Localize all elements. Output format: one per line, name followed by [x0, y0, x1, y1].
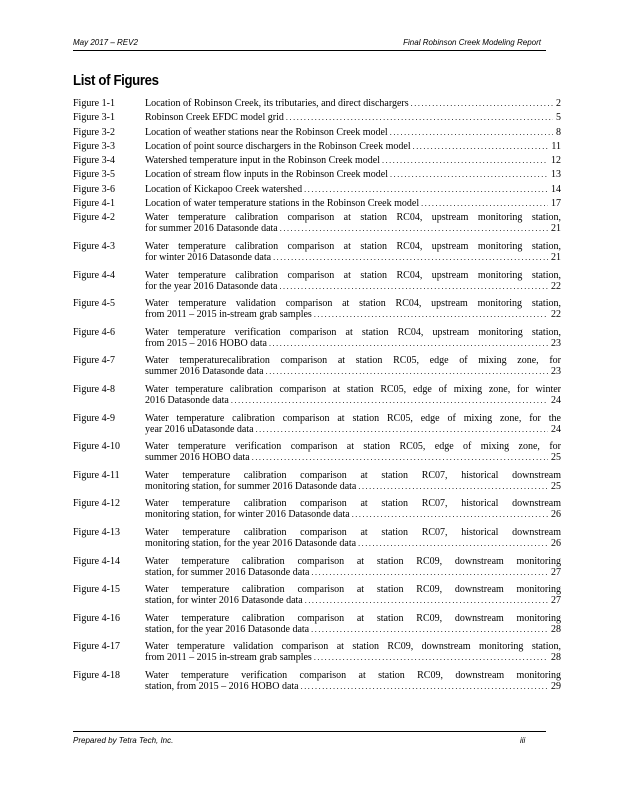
figure-caption-text: station, for winter 2016 Datasonde data: [145, 595, 303, 607]
figure-page-number: 14: [551, 183, 561, 195]
figure-caption: [145, 127, 561, 138]
figure-entry[interactable]: [73, 384, 563, 406]
figure-caption: [145, 413, 561, 435]
figure-caption-line1: Water temperature validation comparison at station RC04, upstream monitoring station,: [145, 298, 561, 310]
dot-leader: [421, 198, 548, 209]
figure-caption-leader: [145, 112, 561, 123]
figure-caption-line1: Water temperature calibration comparison at station RC04, upstream monitoring station,: [145, 240, 561, 252]
figure-number: Figure 4-1: [73, 198, 115, 210]
figure-page-number: 22: [551, 280, 561, 292]
figure-caption-text: station, for the year 2016 Datasonde data: [145, 623, 310, 635]
figure-entry[interactable]: [73, 327, 563, 349]
figure-caption: [145, 641, 561, 663]
dot-leader: [273, 252, 548, 263]
figure-caption: [145, 556, 561, 578]
figure-entry[interactable]: [73, 670, 563, 692]
figure-number: Figure 4-14: [73, 555, 120, 567]
figure-caption: [145, 670, 561, 692]
figure-page-number: 24: [551, 423, 561, 435]
figure-number: Figure 4-13: [73, 526, 120, 538]
dot-leader: [358, 538, 548, 549]
page-title: List of Figures: [73, 72, 159, 89]
figure-page-number: 12: [551, 155, 561, 167]
figure-caption-leader: [145, 198, 561, 209]
figure-number: Figure 4-8: [73, 383, 115, 395]
figure-page-number: 2: [556, 98, 561, 109]
figure-page-number: 8: [556, 126, 561, 138]
figure-caption-text: for the year 2016 Datasonde data: [145, 280, 278, 292]
figure-entry[interactable]: [73, 198, 563, 209]
figure-entry[interactable]: [73, 155, 563, 166]
figure-caption-leader: [145, 281, 561, 292]
figure-caption-line1: Water temperature calibration comparison at station RC09, downstream monitoring: [145, 612, 561, 624]
dot-leader: [390, 127, 553, 138]
figure-page-number: 11: [551, 140, 561, 152]
figure-page-number: 27: [551, 566, 561, 578]
dot-leader: [231, 395, 548, 406]
figure-caption-text: monitoring station, for summer 2016 Datasonde data: [145, 480, 357, 492]
figure-entry[interactable]: [73, 441, 563, 463]
figure-caption: [145, 212, 561, 234]
figure-caption-text: from 2015 – 2016 HOBO data: [145, 337, 267, 349]
figure-caption: [145, 613, 561, 635]
figure-page-number: 26: [551, 537, 561, 549]
figure-caption-line1: Water temperature validation comparison at station RC09, downstream monitoring station,: [145, 641, 561, 653]
figure-entry[interactable]: [73, 298, 563, 320]
figure-caption-leader: [145, 184, 561, 195]
figure-caption-line1: Water temperature calibration comparison at station RC04, upstream monitoring station,: [145, 212, 561, 224]
figure-caption-line1: Water temperature calibration comparison at station RC05, edge of mixing zone, for winter: [145, 383, 561, 395]
figure-page-number: 22: [551, 309, 561, 321]
figure-page-number: 24: [551, 394, 561, 406]
figure-caption-line1: Water temperature verification comparison at station RC09, downstream monitoring: [145, 669, 561, 681]
figure-caption-text: Location of weather stations near the Robinson Creek model: [145, 126, 388, 138]
figure-caption-leader: [145, 452, 561, 463]
figure-page-number: 21: [551, 223, 561, 235]
figure-caption-text: Location of point source dischargers in the Robinson Creek model: [145, 140, 411, 152]
figure-number: Figure 4-18: [73, 669, 120, 681]
figure-caption-leader: [145, 481, 561, 492]
figure-caption-text: Location of stream flow inputs in the Robinson Creek model: [145, 169, 389, 181]
figure-entry[interactable]: [73, 584, 563, 606]
dot-leader: [252, 452, 548, 463]
figure-page-number: 17: [551, 198, 561, 210]
figure-caption: [145, 527, 561, 549]
figure-caption-text: station, from 2015 – 2016 HOBO data: [145, 680, 299, 692]
figure-page-number: 23: [551, 337, 561, 349]
figure-page-number: 13: [551, 169, 561, 181]
figure-caption-leader: [145, 252, 561, 263]
figure-caption-leader: [145, 309, 561, 320]
figure-caption-leader: [145, 395, 561, 406]
list-of-figures: [73, 98, 563, 698]
figure-caption-text: Robinson Creek EFDC model grid: [145, 112, 284, 124]
figure-caption-text: from 2011 – 2015 in-stream grab samples: [145, 309, 312, 321]
figure-entry[interactable]: [73, 127, 563, 138]
figure-page-number: 27: [551, 595, 561, 607]
dot-leader: [411, 98, 553, 109]
figure-entry[interactable]: [73, 355, 563, 377]
figure-caption-leader: [145, 509, 561, 520]
dot-leader: [382, 155, 548, 166]
figure-caption-line1: Water temperature verification comparison at station RC04, upstream monitoring station,: [145, 326, 561, 338]
dot-leader: [314, 652, 548, 663]
figure-number: Figure 3-1: [73, 112, 115, 124]
figure-page-number: 26: [551, 509, 561, 521]
figure-caption-text: for summer 2016 Datasonde data: [145, 223, 278, 235]
figure-caption-text: Location of water temperature stations in the Robinson Creek model: [145, 198, 420, 210]
figure-caption: [145, 112, 561, 123]
figure-caption-text: Watershed temperature input in the Robinson Creek model: [145, 155, 380, 167]
figure-caption-leader: [145, 681, 561, 692]
dot-leader: [286, 112, 553, 123]
figure-number: Figure 4-11: [73, 469, 120, 481]
figure-caption: [145, 470, 561, 492]
figure-caption-leader: [145, 141, 561, 152]
figure-entry[interactable]: [73, 112, 563, 123]
dot-leader: [301, 681, 548, 692]
footer-divider: [73, 731, 546, 732]
figure-entry[interactable]: [73, 556, 563, 578]
dot-leader: [305, 595, 548, 606]
header-report-title: Final Robinson Creek Modeling Report: [403, 38, 541, 47]
figure-number: Figure 4-2: [73, 212, 115, 224]
dot-leader: [279, 281, 548, 292]
figure-entry[interactable]: [73, 413, 563, 435]
figure-number: Figure 4-3: [73, 240, 115, 252]
figure-caption: [145, 384, 561, 406]
figure-caption-line1: Water temperature calibration comparison at station RC07, historical downstream: [145, 526, 561, 538]
figure-number: Figure 4-4: [73, 269, 115, 281]
dot-leader: [280, 223, 548, 234]
figure-page-number: 25: [551, 480, 561, 492]
figure-page-number: 29: [551, 680, 561, 692]
figure-caption-text: 2016 Datasonde data: [145, 394, 229, 406]
dot-leader: [413, 141, 549, 152]
figure-number: Figure 4-7: [73, 355, 115, 367]
figure-page-number: 23: [551, 366, 561, 378]
figure-caption: [145, 355, 561, 377]
header-revision: May 2017 – REV2: [73, 38, 138, 47]
figure-number: Figure 4-10: [73, 441, 120, 453]
figure-number: Figure 4-16: [73, 612, 120, 624]
figure-entry[interactable]: [73, 98, 563, 109]
dot-leader: [352, 509, 548, 520]
dot-leader: [304, 184, 548, 195]
figure-caption-line1: Water temperaturecalibration comparison at station RC05, edge of mixing zone, for: [145, 355, 561, 367]
header-divider: [73, 50, 546, 51]
figure-caption: [145, 498, 561, 520]
figure-caption-text: Location of Kickapoo Creek watershed: [145, 183, 303, 195]
figure-number: Figure 1-1: [73, 98, 115, 109]
figure-number: Figure 4-5: [73, 298, 115, 310]
figure-caption: [145, 155, 561, 166]
figure-caption-line1: Water temperature calibration comparison at station RC09, downstream monitoring: [145, 584, 561, 596]
dot-leader: [311, 624, 548, 635]
dot-leader: [269, 338, 548, 349]
figure-caption-leader: [145, 169, 561, 180]
footer-prepared-by: Prepared by Tetra Tech, Inc.: [73, 736, 174, 745]
figure-entry[interactable]: [73, 498, 563, 520]
figure-caption-leader: [145, 424, 561, 435]
figure-caption-leader: [145, 127, 561, 138]
figure-number: Figure 4-9: [73, 412, 115, 424]
figure-entry[interactable]: [73, 141, 563, 152]
dot-leader: [266, 366, 548, 377]
footer-page-number: iii: [520, 736, 526, 745]
figure-entry[interactable]: [73, 613, 563, 635]
figure-caption-text: summer 2016 Datasonde data: [145, 366, 264, 378]
dot-leader: [311, 567, 548, 578]
figure-page-number: 28: [551, 623, 561, 635]
figure-caption-leader: [145, 223, 561, 234]
figure-caption-leader: [145, 538, 561, 549]
figure-caption-leader: [145, 98, 561, 109]
figure-number: Figure 3-3: [73, 140, 115, 152]
figure-caption: [145, 241, 561, 263]
figure-entry[interactable]: [73, 169, 563, 180]
dot-leader: [314, 309, 548, 320]
figure-number: Figure 3-6: [73, 183, 115, 195]
figure-number: Figure 3-4: [73, 155, 115, 167]
figure-caption: [145, 270, 561, 292]
figure-caption-leader: [145, 338, 561, 349]
figure-number: Figure 4-6: [73, 326, 115, 338]
figure-caption-text: year 2016 uDatasonde data: [145, 423, 254, 435]
figure-number: Figure 4-12: [73, 498, 120, 510]
figure-entry[interactable]: [73, 641, 563, 663]
figure-entry[interactable]: [73, 270, 563, 292]
figure-caption-text: monitoring station, for winter 2016 Datasonde data: [145, 509, 350, 521]
dot-leader: [256, 424, 548, 435]
figure-caption: [145, 327, 561, 349]
figure-caption: [145, 584, 561, 606]
dot-leader: [390, 169, 548, 180]
figure-caption-text: Location of Robinson Creek, its tributaries, and direct dischargers: [145, 98, 409, 109]
figure-page-number: 21: [551, 251, 561, 263]
figure-caption-text: summer 2016 HOBO data: [145, 452, 250, 464]
dot-leader: [358, 481, 548, 492]
figure-caption: [145, 441, 561, 463]
figure-page-number: 25: [551, 452, 561, 464]
figure-caption-leader: [145, 567, 561, 578]
figure-caption: [145, 298, 561, 320]
figure-caption-line1: Water temperature verification comparison at station RC05, edge of mixing zone, for: [145, 441, 561, 453]
figure-caption-leader: [145, 155, 561, 166]
figure-caption-text: from 2011 – 2015 in-stream grab samples: [145, 652, 312, 664]
figure-caption: [145, 98, 561, 109]
figure-caption-line1: Water temperature calibration comparison at station RC04, upstream monitoring station,: [145, 269, 561, 281]
figure-caption: [145, 198, 561, 209]
figure-page-number: 5: [556, 112, 561, 124]
figure-entry[interactable]: [73, 241, 563, 263]
figure-number: Figure 4-15: [73, 584, 120, 596]
figure-caption-line1: Water temperature calibration comparison at station RC07, historical downstream: [145, 469, 561, 481]
figure-caption-line1: Water temperature calibration comparison at station RC07, historical downstream: [145, 498, 561, 510]
figure-caption-leader: [145, 366, 561, 377]
figure-page-number: 28: [551, 652, 561, 664]
figure-caption-leader: [145, 652, 561, 663]
figure-number: Figure 3-2: [73, 126, 115, 138]
figure-caption-text: monitoring station, for the year 2016 Datasonde data: [145, 537, 357, 549]
figure-caption-line1: Water temperature calibration comparison at station RC05, edge of mixing zone, for the: [145, 412, 561, 424]
figure-caption-leader: [145, 595, 561, 606]
figure-caption-text: station, for summer 2016 Datasonde data: [145, 566, 310, 578]
figure-entry[interactable]: [73, 212, 563, 234]
figure-caption-line1: Water temperature calibration comparison at station RC09, downstream monitoring: [145, 555, 561, 567]
figure-entry[interactable]: [73, 470, 563, 492]
figure-caption-leader: [145, 624, 561, 635]
figure-caption: [145, 141, 561, 152]
figure-caption: [145, 184, 561, 195]
figure-entry[interactable]: [73, 527, 563, 549]
figure-caption-text: for winter 2016 Datasonde data: [145, 251, 272, 263]
figure-caption: [145, 169, 561, 180]
figure-number: Figure 3-5: [73, 169, 115, 181]
figure-number: Figure 4-17: [73, 641, 120, 653]
figure-entry[interactable]: [73, 184, 563, 195]
